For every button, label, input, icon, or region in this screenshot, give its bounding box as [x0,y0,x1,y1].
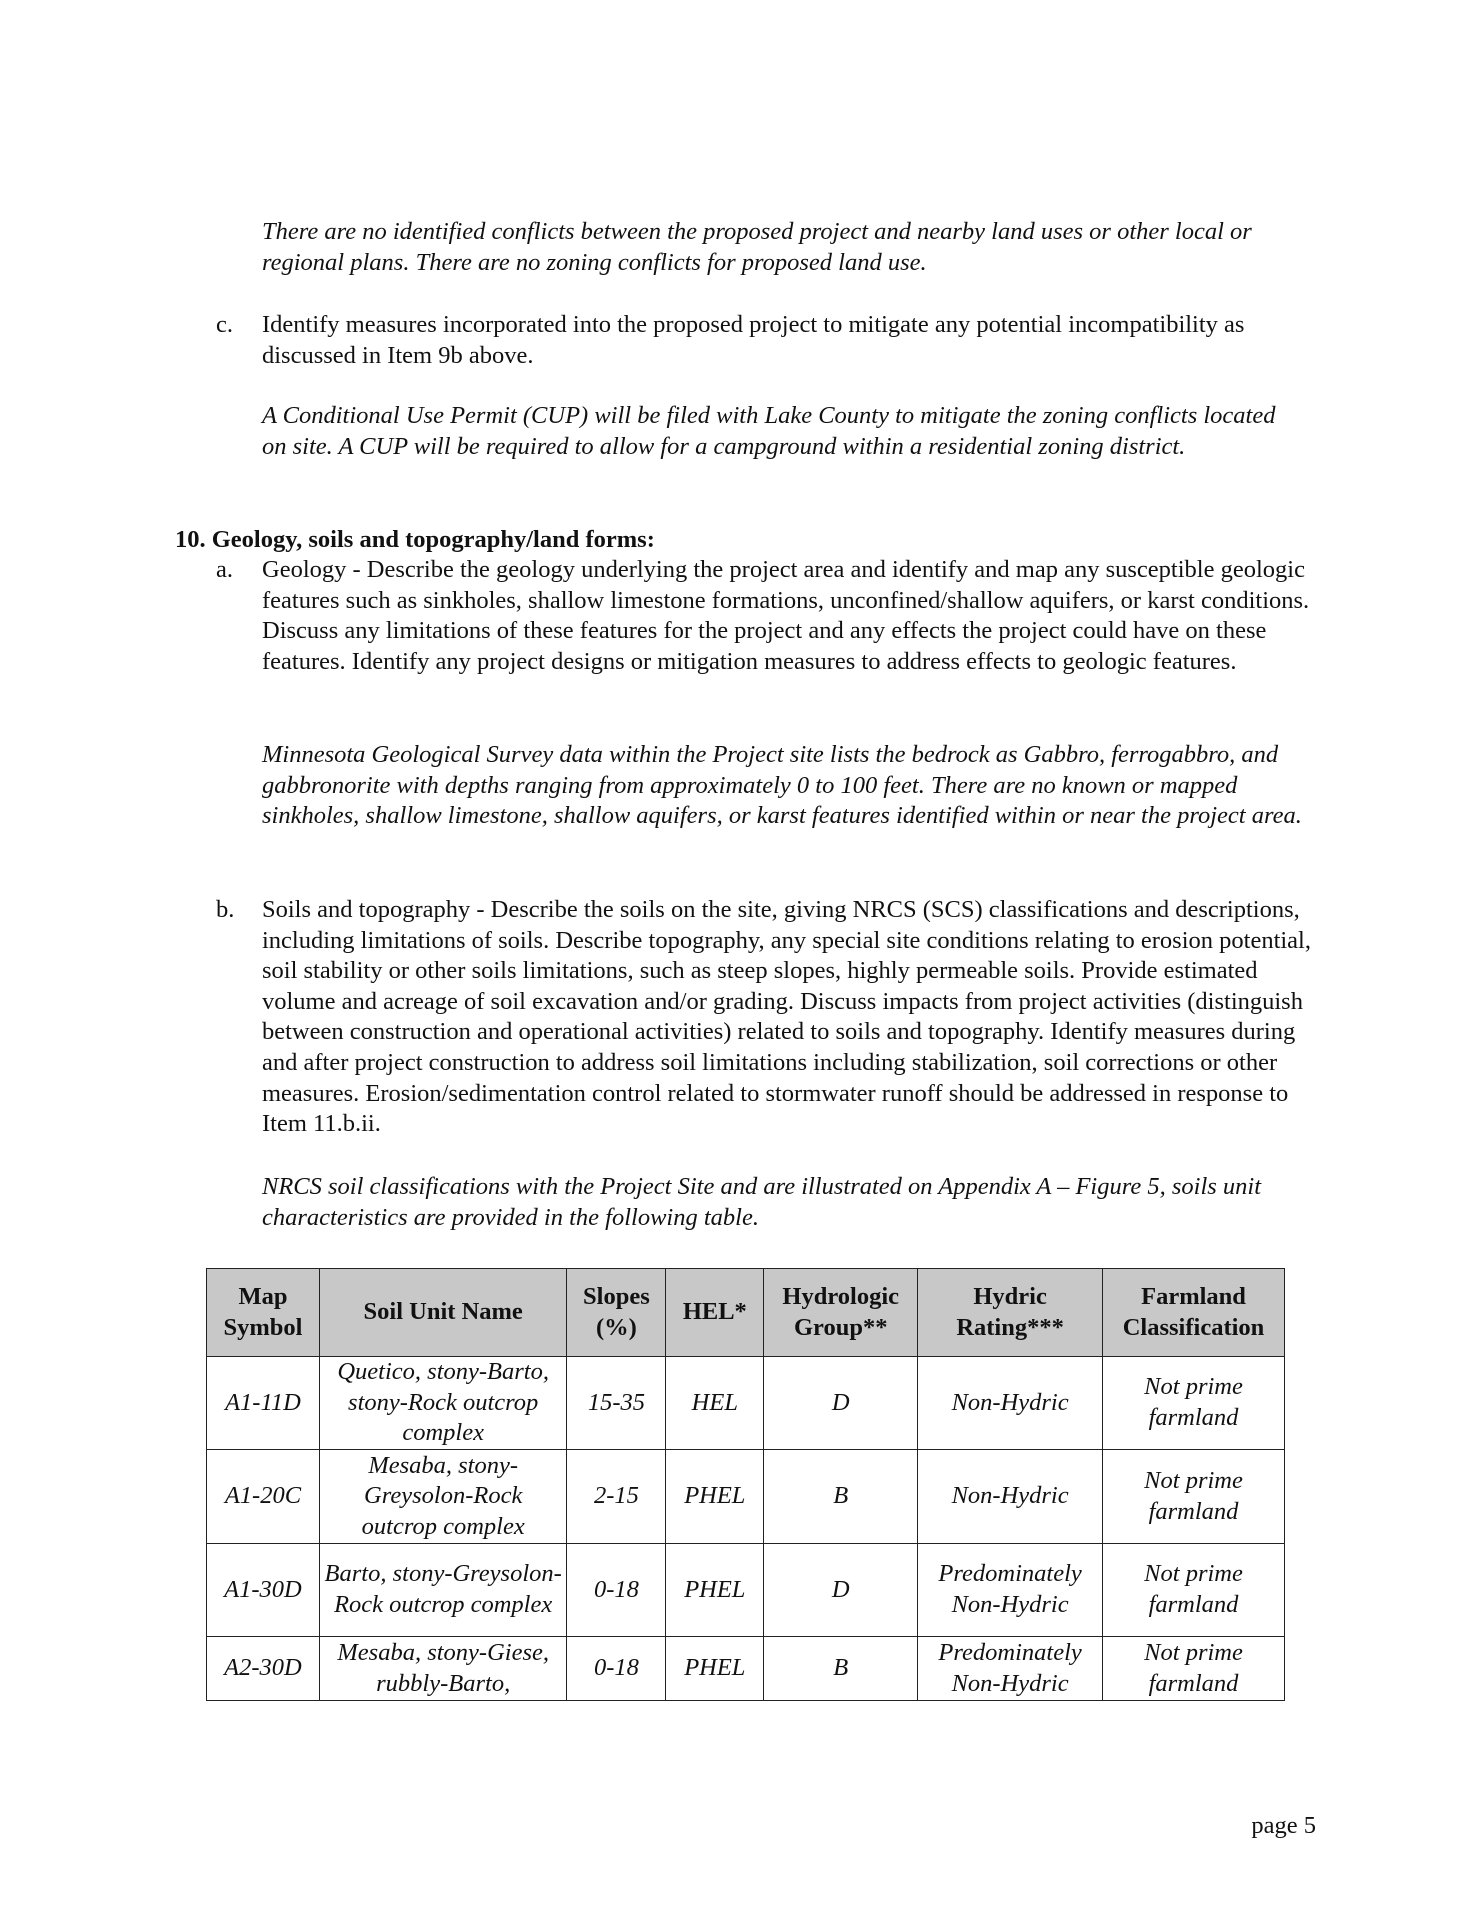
cell-slopes: 0-18 [567,1544,666,1637]
cell-slopes: 0-18 [567,1637,666,1701]
cell-hydrologic-group: D [764,1544,918,1637]
cell-hydric-rating: Non-Hydric [918,1450,1103,1544]
cell-hel: HEL [666,1357,764,1450]
item-10a-answer: Minnesota Geological Survey data within the Project site lists the bedrock as Gabbro, ferrogabbro, and gabbronorite with depths ranging from approximately 0 to 100 feet. There are no known or mapped sinkholes, shallow limestone, shallow aquifers, or karst features identified within or near the project area. [262,741,1302,830]
table-header-row [207,1269,1285,1357]
cell-map-symbol: A2-30D [207,1637,320,1701]
header-hydrologic-group: Hydrologic Group** [764,1269,918,1357]
table-row [207,1637,1285,1701]
header-hydric-rating: Hydric Rating*** [918,1269,1103,1357]
cell-farmland-classification: Not prime farmland [1103,1544,1285,1637]
cell-hydrologic-group: B [764,1450,918,1544]
cell-hel: PHEL [666,1450,764,1544]
cell-soil-unit-name: Mesaba, stony-Giese, rubbly-Barto, [319,1637,567,1701]
item-10b-answer: NRCS soil classifications with the Project Site and are illustrated on Appendix A – Figure 5, soils unit characteristics are provided in the following table. [262,1173,1262,1231]
item-10a-marker: a. [216,556,233,583]
cell-map-symbol: A1-11D [207,1357,320,1450]
table-row [207,1450,1285,1544]
item-10a-question: Geology - Describe the geology underlying the project area and identify and map any susceptible geologic features such as sinkholes, shallow limestone formations, unconfined/shallow aquifers, or karst conditions. Discuss any limitations of these features for the project and any effects the project could have on these features. Identify any project designs or mitigation measures to address effects to geologic features. [262,556,1310,675]
cell-hel: PHEL [666,1637,764,1701]
table-row [207,1544,1285,1637]
cell-hel: PHEL [666,1544,764,1637]
header-slopes: Slopes (%) [567,1269,666,1357]
cell-soil-unit-name: Mesaba, stony-Greysolon-Rock outcrop complex [319,1450,567,1544]
page-number: page 5 [1251,1812,1316,1839]
cell-farmland-classification: Not prime farmland [1103,1357,1285,1450]
soil-units-table [206,1268,1285,1701]
item-9c-marker: c. [216,311,233,338]
item-9b-answer: There are no identified conflicts between the proposed project and nearby land uses or other local or regional plans. There are no zoning conflicts for proposed land use. [262,218,1252,276]
header-farmland-classification: Farmland Classification [1103,1269,1285,1357]
header-map-symbol: Map Symbol [207,1269,320,1357]
cell-map-symbol: A1-20C [207,1450,320,1544]
cell-hydrologic-group: D [764,1357,918,1450]
header-soil-unit-name: Soil Unit Name [319,1269,567,1357]
cell-slopes: 15-35 [567,1357,666,1450]
item-9c-question: Identify measures incorporated into the proposed project to mitigate any potential incompatibility as discussed in Item 9b above. [262,311,1245,369]
cell-hydric-rating: Predominately Non-Hydric [918,1637,1103,1701]
item-10b-marker: b. [216,896,235,923]
item-9c-answer: A Conditional Use Permit (CUP) will be filed with Lake County to mitigate the zoning conflicts located on site. A CUP will be required to allow for a campground within a residential zoning district. [262,402,1276,460]
cell-soil-unit-name: Quetico, stony-Barto, stony-Rock outcrop complex [319,1357,567,1450]
cell-hydrologic-group: B [764,1637,918,1701]
cell-farmland-classification: Not prime farmland [1103,1450,1285,1544]
item-10b-question: Soils and topography - Describe the soils on the site, giving NRCS (SCS) classifications and descriptions, including limitations of soils. Describe topography, any special site conditions relating to erosion potential, soil stability or other soils limitations, such as steep slopes, highly permeable soils. Provide estimated volume and acreage of soil excavation and/or grading. Discuss impacts from project activities (distinguish between construction and operational activities) related to soils and topography. Identify measures during and after project construction to address soil limitations including stabilization, soil corrections or other measures. Erosion/sedimentation control related to stormwater runoff should be addressed in response to Item 11.b.ii. [262,896,1311,1138]
cell-farmland-classification: Not prime farmland [1103,1637,1285,1701]
cell-hydric-rating: Predominately Non-Hydric [918,1544,1103,1637]
table-row [207,1357,1285,1450]
header-hel: HEL* [666,1269,764,1357]
cell-soil-unit-name: Barto, stony-Greysolon-Rock outcrop complex [319,1544,567,1637]
cell-slopes: 2-15 [567,1450,666,1544]
section-10-heading: 10. Geology, soils and topography/land forms: [175,526,655,553]
cell-hydric-rating: Non-Hydric [918,1357,1103,1450]
cell-map-symbol: A1-30D [207,1544,320,1637]
